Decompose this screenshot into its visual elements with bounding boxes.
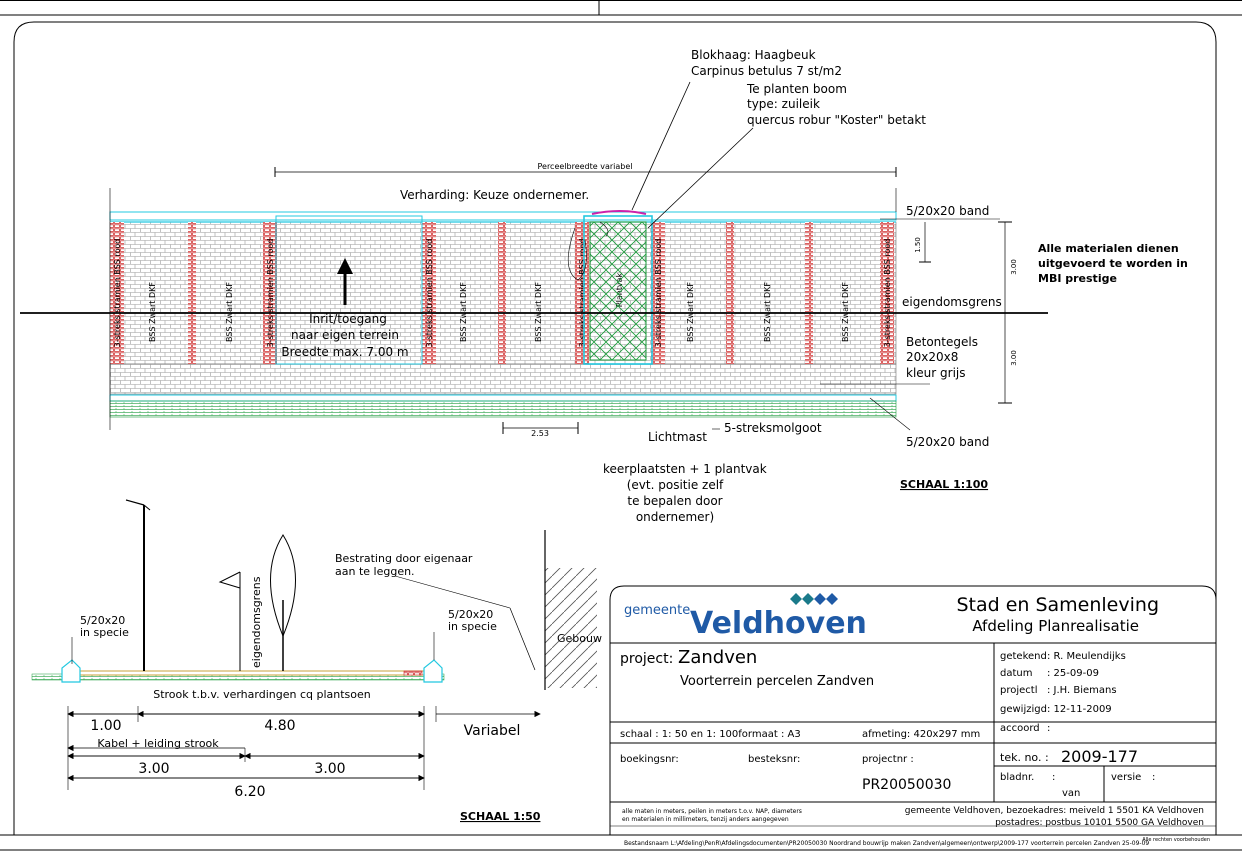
strip-label: 3-streks stramien BSS rood [266,238,275,348]
variabel-label: Variabel [463,723,521,739]
projectl-label: projectl [1000,685,1038,696]
strip-label: 3-streks stramien BSS rood [654,238,663,348]
betontegels-line-3: kleur grijs [906,366,966,380]
address-line-1: gemeente Veldhoven, bezoekadres: meiveld 1 5501 KA Veldhoven [904,806,1204,816]
materialen-line-1: Alle materialen dienen [1038,242,1179,255]
section-eigendomsgrens-label: eigendomsgrens [250,576,263,668]
blokhaag-leader [632,82,690,210]
band-left-line-2: in specie [80,626,129,639]
accoord-value: : [1047,723,1051,734]
molgoot-label: 5-streksmolgoot [724,421,822,435]
afmeting: afmeting: 420x297 mm [862,729,981,740]
eigendomsgrens-label: eigendomsgrens [902,295,1002,309]
bladnr-colon: : [1052,772,1056,783]
kabel-label: Kabel + leiding strook [97,737,219,750]
notes-line-1: alle maten in meters, peilen in meters t.o.v. NAP, diameters [622,808,802,815]
datum-label: datum [1000,668,1033,679]
materialen-line-2: uitgevoerd te worden in [1038,257,1188,270]
red-post [726,222,734,364]
versie-colon: : [1152,772,1156,783]
strook-label: Strook t.b.v. verhardingen cq plantsoen [153,688,371,701]
bestrating-line-1: Bestrating door eigenaar [335,552,473,565]
projectnr-label: projectnr : [862,754,914,765]
logo-gemeente: gemeente [624,603,691,618]
red-post [498,222,506,364]
dim-300-right: 3.00 [314,761,346,777]
dim-620: 6.20 [234,784,266,800]
inrit-line-1: Inrit/toegang [309,312,387,326]
bss-label: BSS Zwart DKF [225,282,234,342]
accoord-label: accoord [1000,723,1040,734]
projectnr-value: PR20050030 [862,777,952,793]
schaal-formaat: schaal : 1: 50 en 1: 100formaat : A3 [620,729,801,740]
boom-line-3: quercus robur "Koster" betakt [747,113,926,127]
bss-label: BSS Zwart DKF [534,282,543,342]
betontegels-line-2: 20x20x8 [906,350,959,364]
verharding-label: Verharding: Keuze ondernemer. [400,188,590,202]
bss-label: BSS Zwart DKF [148,282,157,342]
bss-label: BSS Zwart DKF [459,282,468,342]
gewijzigd-value: : 12-11-2009 [1047,704,1112,715]
schaal-100-label: SCHAAL 1:100 [900,478,989,491]
strip-label: 3-streks stramien BSS rood [425,238,434,348]
dim-300-bottom: 3.00 [1010,350,1018,366]
getekend-label: getekend [1000,651,1047,662]
address-line-2: postadres: postbus 10101 5500 GA Veldhoven [995,818,1204,828]
band-right-line-1: 5/20x20 [448,608,494,621]
gebouw-label: Gebouw [557,632,602,645]
dept-stad: Stad en Samenleving [956,594,1159,616]
inrit-line-2: naar eigen terrein [291,328,399,342]
van-label: van [1062,788,1081,799]
perceelbreedte-label: Perceelbreedte variabel [537,162,633,171]
keerplaatsten-line-1: keerplaatsten + 1 plantvak [603,462,767,476]
logo-veldhoven: Veldhoven [690,606,867,641]
tekno-value: 2009-177 [1061,747,1139,766]
gewijzigd-label: gewijzigd [1000,704,1047,715]
boekingsnr-label: boekingsnr: [620,754,679,765]
dim-150: 1.50 [914,237,922,253]
boom-line-2: type: zuileik [747,97,820,111]
tekno-label: tek. no. : [1000,751,1049,764]
strip-label: 3-streks stramien BSS rood [883,238,892,348]
blokhaag-line-1: Blokhaag: Haagbeuk [691,48,816,62]
band-bottom-label: 5/20x20 band [906,435,990,449]
versie-label: versie [1111,772,1142,783]
betontegels-line-1: Betontegels [906,335,978,349]
boom-line-1: Te planten boom [747,82,847,96]
besteksnr-label: besteksnr: [748,754,801,765]
bss-label: BSS Zwart DKF [763,282,772,342]
dim-253: 2.53 [531,429,549,438]
blokhaag-line-2: Carpinus betulus 7 st/m2 [691,64,842,78]
projectl-value: : J.H. Biemans [1047,685,1117,696]
keerplaatsten-line-2: (evt. positie zelf [626,478,724,492]
bss-label: BSS Zwart DKF [841,282,850,342]
red-post [805,222,813,364]
bestrating-line-2: aan te leggen. [335,565,415,578]
red-post [188,222,196,364]
lichtmast-label: Lichtmast [648,430,707,444]
dept-afdeling: Afdeling Planrealisatie [972,617,1139,635]
dim-480: 4.80 [264,718,296,734]
materialen-line-3: MBI prestige [1038,272,1117,285]
dim-300-left: 3.00 [138,761,170,777]
band-left-line-1: 5/20x20 [80,614,126,627]
project-label: project: [620,651,674,667]
bss-label: BSS Zwart DKF [686,282,695,342]
strip-label: 3-streks stramien BSS rood [578,238,587,348]
strip-label: 3-streks stramien BSS rood [113,238,122,348]
keerplaatsten-line-4: ondernemer) [635,510,715,524]
project-desc: Voorterrein percelen Zandven [680,674,875,689]
inrit-line-3: Breedte max. 7.00 m [281,345,409,359]
keerplaatsten-line-3: te bepalen door [627,494,723,508]
dim-300-top: 3.00 [1010,259,1018,275]
file-path: Bestandsnaam L:\Afdeling\PenR\Afdelingsdocumenten\PR20050030 Noordrand bouwrijp maken Zandven\algemeen\ontwerp\2009-177 voorterrein percelen Zandven 25-09-09 [624,840,1150,847]
band-right-line-2: in specie [448,620,497,633]
schaal-50-label: SCHAAL 1:50 [460,810,541,823]
dim-100: 1.00 [90,718,122,734]
bladnr-label: bladnr. [1000,772,1035,783]
getekend-value: : R. Meulendijks [1047,651,1126,662]
section-view [32,500,597,690]
project-name: Zandven [678,647,758,668]
band-top-label: 5/20x20 band [906,204,990,218]
datum-value: : 25-09-09 [1047,668,1099,679]
rights-label: Alle rechten voorbehouden [1142,837,1210,843]
notes-line-2: en materialen in millimeters, tenzij anders aangegeven [622,816,789,823]
